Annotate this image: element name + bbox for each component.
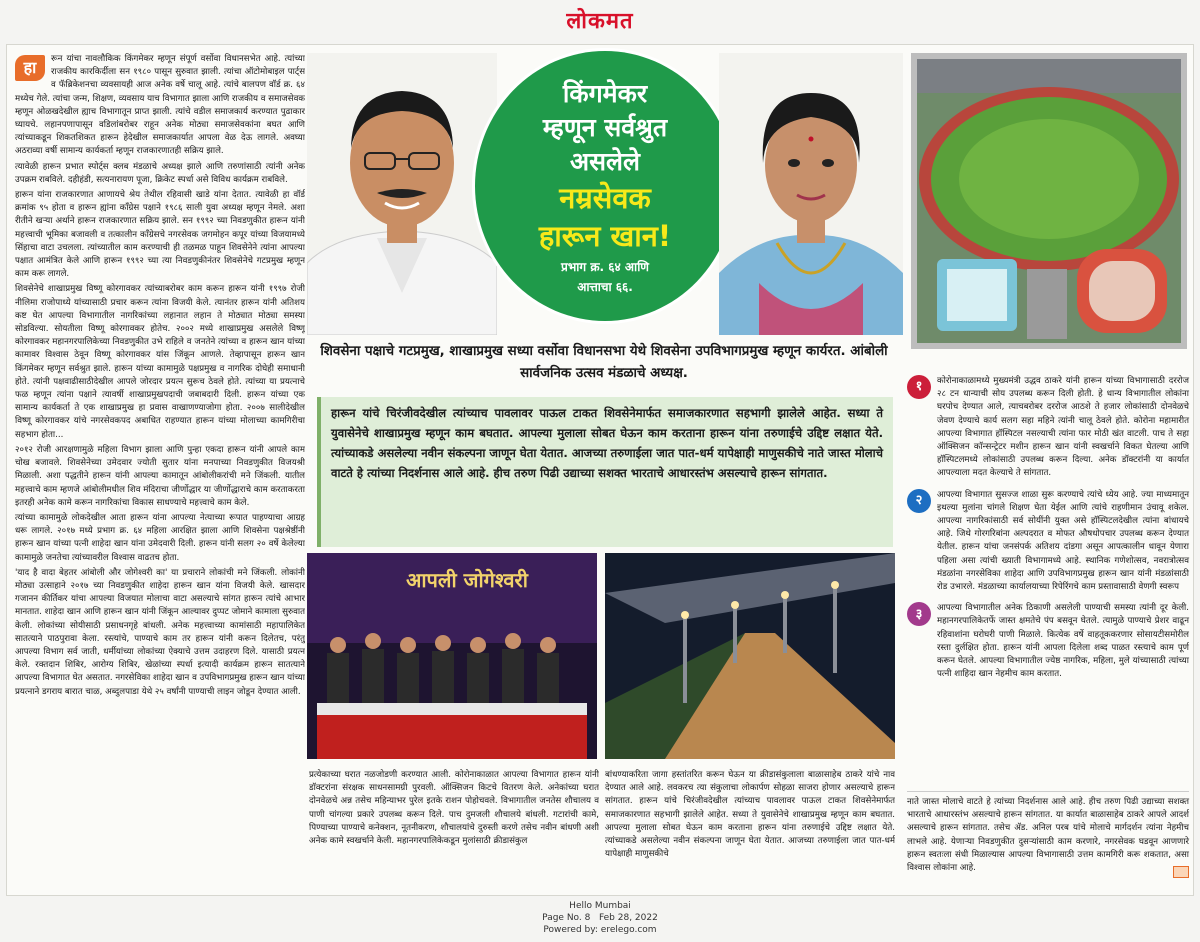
event-banner-text: आपली जोगेश्वरी: [406, 568, 528, 592]
bottom-article-column: बांधण्याकरिता जागा हस्तांतरित करून घेऊन या क्रीडासंकुलाला बाळासाहेब ठाकरे यांचे नाव देण्यात आले आहे. लवकरच त्या संकुलाचा लोकार्पण सोहळा साजरा होणार असल्याचे हारून सांगतात. हारून यांचे चिरंजीवदेखील त्यांच्याच पावलावर पाऊल टाकत शिवसेनेमार्फत समाजकारणात सहभागी झालेले आहेत. सध्या ते युवासेनेचे शाखाप्रमुख म्हणून काम बघतात. आपल्या मुलाला सोबत घेऊन काम करताना हारून यांना तरुणाईचे उद्दिष्ट लक्षात येते. त्यांच्याकडे असलेल्या नवीन संकल्पना जाणून घेता येतात. आजच्या तरुणाईला जात पात-धर्म यापेक्षाही माणुसकीचे: [605, 770, 895, 860]
point-text: आपल्या विभागात सुसज्ज शाळा सुरू करण्याचे त्यांचे ध्येय आहे. ज्या माध्यमातून इथल्या मुलांना चांगले शिक्षण घेता येईल आणि त्यांचे राहणीमान उंचावू शकेल. आपल्या नागरिकांसाठी सर्व सोयींनी युक्त असे हॉस्पिटलदेखील त्यांना बांधायचे आहे. जिथे गोरगरिबांना अल्पदरात व मोफत औषधोपचार उपलब्ध करून देण्यात येतील. हारून यांचा जनसंपर्क अतिशय दांडगा असून आपत्कालीन धावून येणारा पहिला असा त्यांची ख्याती विभागामध्ये आहे. स्थानिक गणेशोत्सव, नवरात्रोत्सव मंडळांना नगरसेविका शाहेदा आणि उपविभागप्रमुख हारून खान यांनी मंडळांसाठी रोड उभारले. मंडळाच्या कार्यालयाच्या रिपेरिंगचे काम प्रस्तावासाठी वेणगी स्वरूप: [937, 489, 1189, 593]
page-number: Page No. 8: [542, 913, 591, 923]
edition-name: Hello Mumbai: [569, 901, 631, 911]
article-paragraph: २०१२ रोजी आरक्षणामुळे महिला विभाग झाला आणि पुन्हा एकदा हारून यांनी आपले काम चोख बजावले. शिवसेनेच्या उमेदवार ज्योती सुतार यांना मनपाच्या निवडणुकीत विजयश्री मिळाली. अशा पद्धतीने हारून यांनी आपल्या कामातून आंबोलीकरांची मने जिंकली. यातील महत्त्वाचे काम म्हणजे आंबोलीमधील शिव मंदिराचा जीर्णोद्धार या जीर्णोद्धाराचे काम करताकरता इतरही अनेक कामे करून नागरिकांचा विकास साधण्याचे महत्त्वाचे काम केले.: [15, 444, 305, 508]
headline-line: म्हणून सर्वश्रुत: [542, 113, 668, 142]
article-paragraph: शिवसेनेचे शाखाप्रमुख विष्णू कोरगावकर त्यांच्याबरोबर काम करून हारून यांनी १९९७ रोजी नीलिमा राजोपाध्ये यांच्यासाठी प्रचार करून त्यांना विजयी केले. त्यानंतर हारून यांनी अतिशय कष्ट घेत आपल्या विभागातील नागरिकांच्या लहानात लहान ते मोठ्यात मोठ्या समस्या सोडविल्या. सोयतीला विष्णू कोरगावकर होतेच. २००२ मध्ये शाखाप्रमुख असलेले विष्णू कोरगावकर महानगरपालिकेच्या निवडणुकीत उभे राहिले व जनतेने त्यांच्या व हारून खान यांच्या कामावर विश्वास ठेवून विष्णू कोरगावकर यांस जिंकून आणले. तेव्हापासून हारून खान किंगमेकर म्हणून सर्वश्रुत झाले. हारून यांच्या कामामुळे पक्षप्रमुख व नागरिक दोघेही समाधानी होते. त्यांनी पक्षवाढीसाठीदेखील आपले जोरदार प्रयत्न सुरूच ठेवले होते. त्यांच्या या प्रयत्नाचे फळ म्हणून त्यांना पक्षाने त्यावर्षी शाखाप्रमुखपदाची जबाबदारी दिली. हारून यांच्या एक सामान्य कार्यकर्ता ते एक शाखाप्रमुख हा प्रवास वाखाणण्याजोगा होता. २००७ सालीदेखील विष्णू कोरगावकर यांचे नगरसेवकपद अबाधित राहण्यात हारून यांच्या मोलाच्या कामगिरीचा सहभाग होता...: [15, 284, 305, 440]
event-stage-photo: [307, 553, 597, 759]
list-item: [907, 375, 1189, 481]
point-text: कोरोनाकाळामध्ये मुख्यमंत्री उद्धव ठाकरे यांनी हारून यांच्या विभागासाठी दररोज २८ टन धान्याची सोय उपलब्ध करून दिली होती. हे धान्य विभागातील लोकांना घरपोच देण्यात आले, त्याचबरोबर दररोज आठशे ते हजार लोकांसाठी दोनवेळचे जेवण देण्याचे कार्य सलग सहा महिने त्यांनी चालू ठेवले होते. कोरोना महामारीत आपल्या विभागात हॉस्पिटल नसल्याची त्यांना फार मोठी खंत वाटली. पाच ते सहा ऑक्सिजन कॉन्सन्ट्रेटर मशीन हारून खान यांनी स्वखर्चाने विकत घेतल्या आणि हॉस्पिटलमध्ये लोकांसाठी उपलब्ध करून दिल्या. अनेक डॉक्टरांनी या कार्यात आपल्याला मदत केल्याचे ते सांगतात.: [937, 376, 1189, 479]
headline-circle: [475, 51, 735, 321]
newspaper-page: [6, 44, 1194, 896]
point-number-badge: ३: [907, 602, 931, 626]
left-column-article: [15, 53, 305, 887]
portrait-haroon-khan: [307, 53, 497, 335]
powered-by: Powered by: erelego.com: [543, 925, 657, 935]
headline-highlight: नम्रसेवक: [559, 181, 651, 215]
newspaper-logo: लोकमत: [566, 8, 634, 34]
point-number-badge: १: [907, 375, 931, 399]
ward-info: प्रभाग क्र. ६४ आणि: [561, 260, 649, 274]
highlight-quote-box: हारून यांचे चिरंजीवदेखील त्यांच्याच पावलावर पाऊल टाकत शिवसेनेमार्फत समाजकारणात सहभागी झालेले आहेत. सध्या ते युवासेनेचे शाखाप्रमुख म्हणून काम बघतात. आपल्या मुलाला सोबत घेऊन काम करताना हारून यांना तरुणाईचे उद्दिष्ट लक्षात येते. त्यांच्याकडे असलेल्या नवीन संकल्पना जाणून घेता येतात. आजच्या तरुणाईला जात पात-धर्म यापेक्षाही माणुसकीचे नाते जास्त मोलाचे वाटते हे त्यांच्या निदर्शनास आले आहे. हीच तरुण पिढी उद्याच्या सशक्त भारताचे आधारस्तंभ असल्याचे हारून सांगतात.: [317, 397, 893, 547]
article-end-icon: [1173, 866, 1189, 878]
article-paragraph: हा रून यांचा नावलौकिक किंगमेकर म्हणून संपूर्ण वर्सोवा विधानसभेत आहे. त्यांच्या राजकीय कारकिर्दीला सन १९८० पासून सुरुवात झाली. त्यांचा ऑटोमोबाइल पार्ट्स व फॅब्रिकेशनचा व्यवसायही आज अनेक वर्षे चालू आहे. त्यांचे बालपण वॉर्ड क्र. ६४ मध्येच गेले. त्यांचा जन्म, शिक्षण, व्यवसाय याच विभागात झाला आणि राजकीय व समाजसेवक म्हणून ओळखदेखील ह्याच विभागातून प्राप्त झाली. त्यांचे वडील समाजकार्य करण्यात पुढाकार घ्यायचे. लहानपणापासून वडिलांबरोबर राहून अनेक मोठ्या समाजसेवकांना बघत आणि त्यांच्याकडून शिकतशिकत हारून हेदेखील समाजकार्यात आपला वेळ देऊ लागले. अवघ्या अठराव्या वर्षी सामान्य कार्यकर्ता म्हणून राजकारणातही सक्रिय झाले.: [15, 54, 305, 157]
article-paragraph: हारून यांना राजकारणात आणायचे श्रेय तेथील रहिवासी खाडे यांना देतात. त्यावेळी हा वॉर्ड क्रमांक ९५ होता व हारून ह्यांना काँग्रेस पक्षाने १९८६ साली युवा अध्यक्ष म्हणून नेमले. अशा रीतीने खऱ्या अर्थाने हारून राजकारणात सक्रिय झाले. सन १९९२ च्या निवडणुकीत हारून यांनी महत्त्वाची भूमिका बजावली व तत्कालीन काँग्रेसचे नगरसेवक जगमोहन कपूर यांच्या विजयामध्ये सिंहाचा वाटा उचलला. त्यांच्यातील काम करण्याची ही तळमळ पाहून शिवसेनेने त्यांना आपल्या पक्षात आमंत्रित केले आणि हारून १९९२ च्या त्या निवडणुकीनंतर शिवसेनेचे गटप्रमुख म्हणून काम करू लागले.: [15, 190, 305, 280]
article-paragraph: 'याद है वादा बेहतर आंबोली और जोगेश्वरी का' या प्रचाराने लोकांची मने जिंकली. लोकांनी मोठ्या उत्साहाने २०१७ च्या निवडणुकीत शाहेदा हारून खान यांना विजयी केले. खासदार गजानन कीर्तिकर यांचा आपल्या विजयात मोलाचा वाटा असल्याचे सांगत हारून त्यांचे आभार मानतात. शाहेदा खान आणि हारून खान यांनी जिंकून आल्यावर दुप्पट जोमाने कामाला सुरुवात केली. लोकांच्या सोयीसाठी प्रसाधनगृहे बांधली. अनेक महत्त्वाच्या कामांसाठी महापालिकेत सातत्याने पाठपुरावा केला. रस्त्यांचे, पाण्याचे काम तर हारून यांनी करून दिलेतच, परंतु आपल्या विभाग सर्व जाती, धर्मीयांच्या लोकांच्या ऐक्याचे उत्तम उदाहरण दिले. यासाठी प्रयत्न केले. रक्तदान शिबिर, आरोग्य शिबिर, खेळांच्या स्पर्धा इत्यादी कार्यक्रम हारून सातत्याने आपल्या विभागात घेत असतात. नगरसेविका शाहेदा खान व उपविभागप्रमुख हारून खान यांच्या प्रयत्नाने डगराय बारात चाळ, अब्दुलपाडा येथे २५ वर्षांनी पाण्याची लाइन जोडून देण्यात आली.: [15, 567, 305, 697]
closing-paragraph: [907, 791, 1189, 887]
dropcap: हा: [15, 55, 45, 81]
night-walking-track-photo: [605, 553, 895, 759]
page-footer: [0, 900, 1200, 942]
point-number-badge: २: [907, 489, 931, 513]
headline-highlight: हारून खान!: [538, 219, 672, 253]
point-text: आपल्या विभागातील अनेक ठिकाणी असलेली पाण्याची समस्या त्यांनी दूर केली. महानगरपालिकेतर्फे जास्त क्षमतेचे पंप बसवून घेतले. त्यामुळे पाण्याचे प्रेशर वाढून रहिवाशांना घरोघरी पाणी मिळाले. कित्येक वर्षे वाहतूककरणार सोसायटीसमोरील रस्ता दुर्लक्षित होता. हारून यांनी आपला दिलेला शब्द पाळत रस्त्याचे काम पूर्ण करून घेतले. आपल्या विभागातील ज्येष्ठ नागरिक, महिला, मुले यांच्यासाठी त्यांच्या पत्नी शाहिदा खान नेहमीच काम करतात.: [937, 603, 1189, 680]
numbered-points-column: [907, 375, 1189, 787]
portrait-shaheda-khan: [719, 53, 903, 335]
subheadline-banner: शिवसेना पक्षाचे गटप्रमुख, शाखाप्रमुख सध्या वर्सोवा विधानसभा येथे शिवसेना उपविभागप्रमुख म्हणून कार्यरत. आंबोली सार्वजनिक उत्सव मंडळाचे अध्यक्ष.: [320, 344, 888, 381]
list-item: [907, 602, 1189, 681]
page-info: [0, 912, 1200, 924]
ward-info: आत्ताचा ६६.: [577, 280, 633, 294]
publish-date: Feb 28, 2022: [598, 913, 658, 923]
article-paragraph: त्यावेळी हारून प्रभात स्पोर्ट्स क्लब मंडळाचे अध्यक्ष झाले आणि तरुणांसाठी त्यांनी अनेक उपक्रम राबविले. दहीहंडी, सत्यनारायण पूजा, क्रिकेट स्पर्धा असे विविध कार्यक्रम राबविले.: [15, 161, 305, 185]
masthead: [0, 0, 1200, 40]
headline-line: असलेले: [570, 147, 640, 176]
sports-complex-aerial-photo: [911, 53, 1187, 349]
list-item: [907, 489, 1189, 595]
closing-text: नाते जास्त मोलाचे वाटते हे त्यांच्या निदर्शनास आले आहे. हीच तरुण पिढी उद्याच्या सशक्त भारताचे आधारस्तंभ असल्याचे हारून सांगतात. या कार्यात बाळासाहेब ठाकरे आपले आदर्श असल्याचे हारून सांगतात. तसेच ॲड. अनिल परब यांचे मोलाचे मार्गदर्शन त्यांना नेहमीच लाभले आहे. येणाऱ्या निवडणुकीत दुसऱ्यांसाठी काम करणारे, नगरसेवक घडवून आणणारे हारून स्वतःला संधी मिळाल्यास आपल्या विभागासाठी उत्तम कामगिरी करू शकतात, असा विश्वास लोकांना आहे.: [907, 797, 1189, 874]
bottom-article-column: प्रत्येकाच्या घरात नळजोडणी करण्यात आली. कोरोनाकाळात आपल्या विभागात हारून यांनी डॉक्टरांना संरक्षक साधनसामग्री पुरवली. ऑक्सिजन किटचे वितरण केले. अनेकांच्या घरात दोनवेळचे अन्न तसेच महिन्याभर पुरेल इतके राशन पोहोचवले. विभागातील जनतेस शौचालय व पाणी चांगल्या प्रकारे उपलब्ध करून दिले. पाच दुमजली शौचालये बांधली. गटारांची कामे, पिण्याच्या पाण्याचे कनेक्शन, नूतनीकरण, शौचालयांचे दुरुस्ती करणे तसेच नवीन बांधणी अशी अनेक कामे स्वखर्चाने केली. महानगरपालिकेकडून मुलांसाठी क्रीडासंकुल: [309, 770, 599, 847]
headline-line: किंगमेकर: [562, 79, 648, 108]
article-paragraph: त्यांच्या कामामुळे लोकदेखील आता हारून यांना आपल्या नेत्याच्या रूपात पाहण्याचा आग्रह धरू लागले. २०१७ मध्ये प्रभाग क्र. ६४ महिला आरक्षित झाला आणि शिवसेना पक्षश्रेष्ठींनी हारून खान यांच्या पत्नी शाहेदा खान यांना उमेदवारी दिली. हारून यांनी सलग २० वर्षे केलेल्या कामामुळे जनतेचा त्यांच्यावरील विश्वास वाढतच होता.: [15, 512, 305, 563]
